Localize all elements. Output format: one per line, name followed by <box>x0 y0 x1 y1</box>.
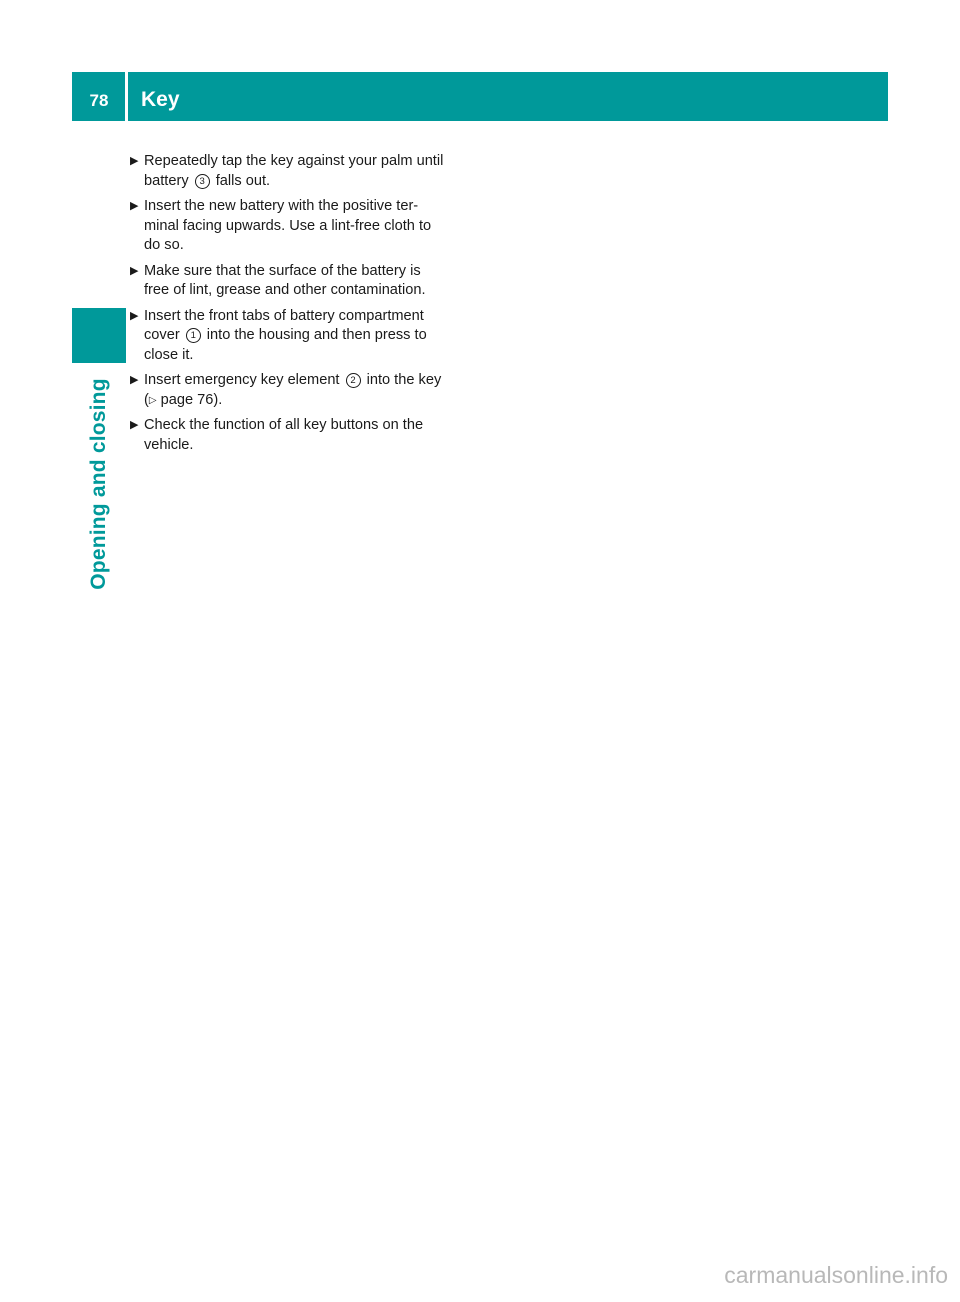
instruction-step <box>130 371 466 410</box>
circled-number-1-icon: 1 <box>186 328 201 343</box>
page-title: Key <box>141 88 180 111</box>
arrow-right-icon: ▶ <box>130 309 139 322</box>
step-text: Make sure that the surface of the battery is <box>144 262 421 279</box>
step-text: Insert emergency key element 2 into the key <box>144 372 442 388</box>
page-reference-link[interactable]: (▷ page 76). <box>144 391 223 408</box>
circled-number-3-icon: 3 <box>195 174 210 189</box>
section-label-container <box>72 368 126 600</box>
step-text: cover 1 into the housing and then press to <box>144 327 427 343</box>
step-text: do so. <box>144 237 184 253</box>
step-text: Insert the new battery with the positive ter- <box>144 198 419 214</box>
triangle-pointer-icon: ▷ <box>148 394 157 406</box>
arrow-right-icon: ▶ <box>130 419 139 431</box>
instruction-step <box>130 152 466 191</box>
instruction-list <box>130 152 466 461</box>
instruction-step <box>130 197 466 256</box>
arrow-right-icon: ▶ <box>130 200 139 212</box>
step-text: Repeatedly tap the key against your palm until <box>144 153 444 169</box>
step-text: close it. <box>144 346 194 363</box>
section-label: Opening and closing <box>87 378 110 590</box>
instruction-step <box>130 416 466 455</box>
step-text: vehicle. <box>144 436 194 453</box>
section-tab-marker <box>72 308 126 363</box>
arrow-right-icon: ▶ <box>130 374 139 386</box>
instruction-step <box>130 262 466 301</box>
circled-number-2-icon: 2 <box>346 373 361 388</box>
step-text: Check the function of all key buttons on the <box>144 417 424 433</box>
header-divider <box>125 72 128 121</box>
arrow-right-icon: ▶ <box>130 155 139 167</box>
step-text: free of lint, grease and other contamination. <box>144 282 426 298</box>
step-text: minal facing upwards. Use a lint-free cloth to <box>144 217 432 234</box>
step-text: battery 3 falls out. <box>144 172 271 189</box>
page-number: 78 <box>89 91 109 110</box>
instruction-step <box>130 307 466 366</box>
watermark: carmanualsonline.info <box>724 1262 948 1288</box>
arrow-right-icon: ▶ <box>130 264 139 277</box>
header-bar <box>72 72 888 121</box>
step-text: Insert the front tabs of battery compartment <box>144 307 424 324</box>
